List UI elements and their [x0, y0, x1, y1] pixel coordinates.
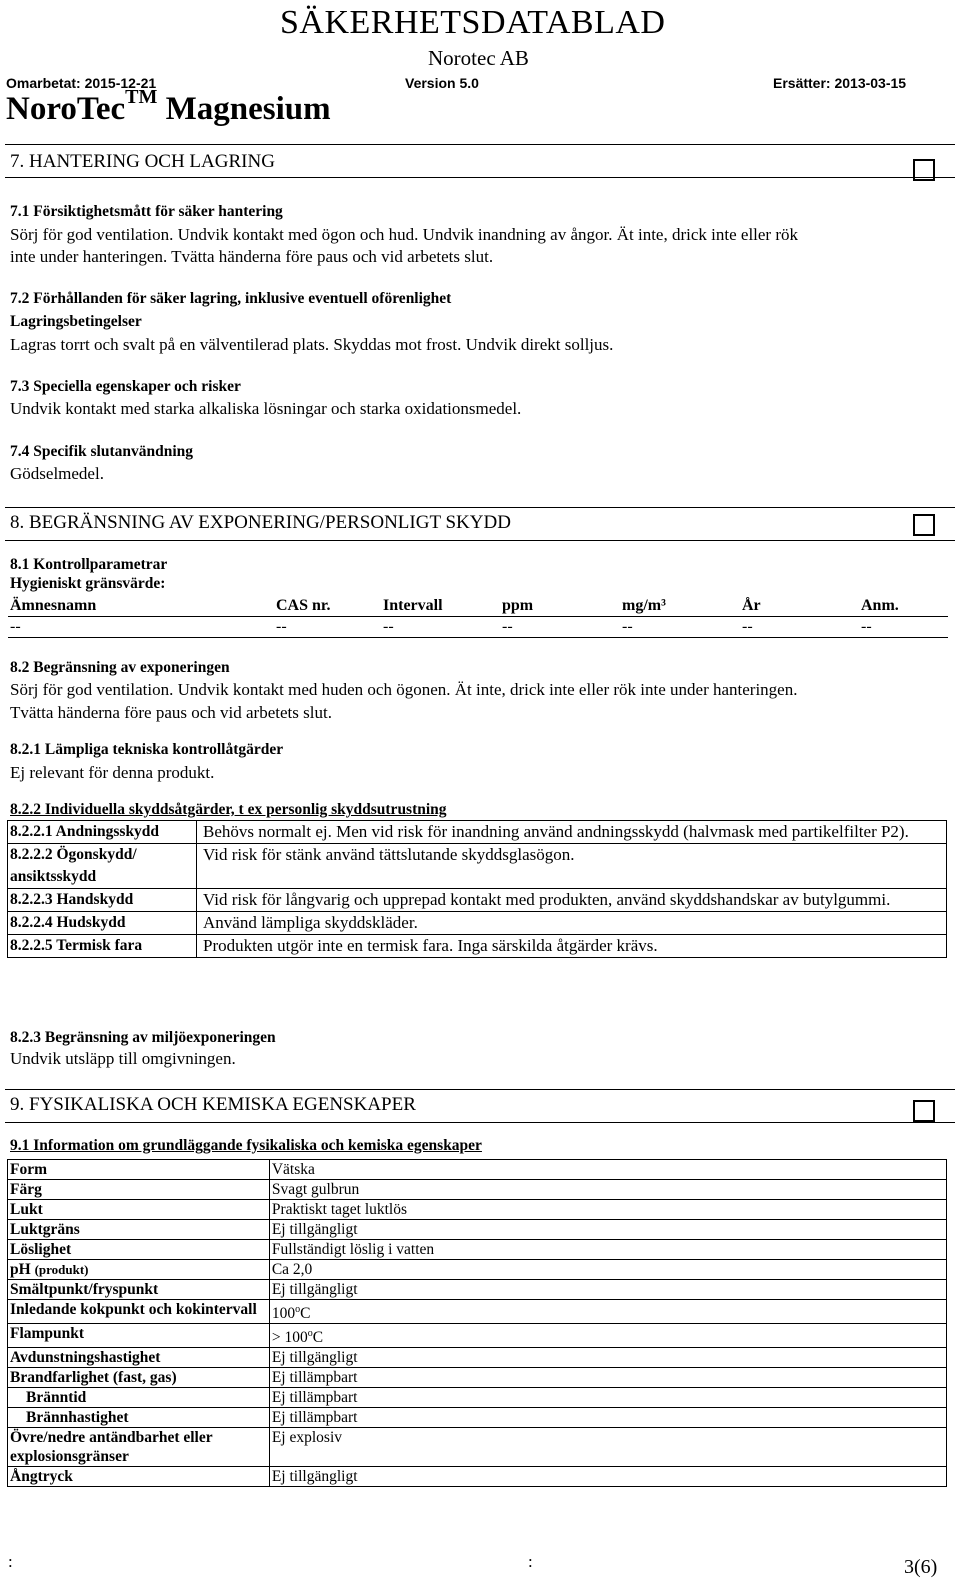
- properties-table: [7, 1159, 947, 1487]
- property-value: Ej tillgängligt: [269, 1220, 946, 1240]
- property-name: Brännhastighet: [8, 1408, 270, 1428]
- version: Version 5.0: [405, 75, 479, 91]
- ppe-table: [7, 820, 947, 958]
- ppe-label: 8.2.2.3 Handskydd: [8, 889, 197, 912]
- section-9-title: 9. FYSIKALISKA OCH KEMISKA EGENSKAPER: [10, 1094, 416, 1115]
- property-name: Färg: [8, 1180, 270, 1200]
- table-row: [8, 912, 947, 935]
- property-value: Ej explosiv: [269, 1428, 946, 1467]
- table-row: [8, 1467, 947, 1487]
- s91-title: 9.1 Information om grundläggande fysikaliska och kemiska egenskaper: [10, 1137, 482, 1154]
- table-row: [8, 844, 947, 889]
- property-name: Flampunkt: [8, 1324, 270, 1348]
- table-cell: --: [740, 617, 859, 638]
- property-value: Vätska: [269, 1160, 946, 1180]
- ppe-text: Vid risk för långvarig och upprepad kontakt med produkten, använd skyddshandskar av butylgummi.: [197, 889, 947, 912]
- s73-text: Undvik kontakt med starka alkaliska lösningar och starka oxidationsmedel.: [10, 399, 522, 418]
- table-header-cell: mg/m³: [620, 596, 740, 617]
- property-value: Fullständigt löslig i vatten: [269, 1240, 946, 1260]
- s74-title: 7.4 Specifik slutanvändning: [10, 443, 194, 460]
- table-row: [8, 1388, 947, 1408]
- table-cell: --: [859, 617, 948, 638]
- section-8-title: 8. BEGRÄNSNING AV EXPONERING/PERSONLIGT SKYDD: [10, 512, 511, 533]
- ppe-label: 8.2.2.2 Ögonskydd/ ansiktsskydd: [8, 844, 197, 889]
- section-9-checkbox[interactable]: [913, 1100, 935, 1122]
- product-name: NoroTec™ Magnesium: [6, 86, 331, 127]
- table-row: [8, 1324, 947, 1348]
- s821-text: Ej relevant för denna produkt.: [10, 763, 215, 782]
- table-header-cell: ppm: [500, 596, 620, 617]
- ppe-text: Vid risk för stänk använd tättslutande skyddsglasögon.: [197, 844, 947, 889]
- s81-subtitle: Hygieniskt gränsvärde:: [10, 575, 166, 592]
- table-row: [8, 1280, 947, 1300]
- table-row: [8, 1368, 947, 1388]
- table-cell: --: [500, 617, 620, 638]
- s823-text: Undvik utsläpp till omgivningen.: [10, 1049, 236, 1068]
- table-row: [8, 1200, 947, 1220]
- s82-text-2: Tvätta händerna före paus och vid arbetets slut.: [10, 703, 332, 722]
- property-name: Brandfarlighet (fast, gas): [8, 1368, 270, 1388]
- section-7-checkbox[interactable]: [913, 159, 935, 181]
- table-row: [8, 1260, 947, 1280]
- s821-title: 8.2.1 Lämpliga tekniska kontrollåtgärder: [10, 741, 284, 758]
- property-name: Ångtryck: [8, 1467, 270, 1487]
- ppe-text: Använd lämpliga skyddskläder.: [197, 912, 947, 935]
- s72-text: Lagras torrt och svalt på en välventilerad plats. Skyddas mot frost. Undvik direkt solljus.: [10, 335, 614, 354]
- s74-text: Gödselmedel.: [10, 464, 104, 483]
- s71-text-1: Sörj för god ventilation. Undvik kontakt med ögon och hud. Undvik inandning av ångor. Ät inte, drick inte eller rök: [10, 225, 799, 244]
- property-value: Ej tillämpbart: [269, 1388, 946, 1408]
- property-value: Ej tillgängligt: [269, 1467, 946, 1487]
- property-name: Form: [8, 1160, 270, 1180]
- ppe-text: Behövs normalt ej. Men vid risk för inandning använd andningsskydd (halvmask med partikelfilter P2).: [197, 821, 947, 844]
- edited-date: Omarbetat: 2015-12-21: [6, 75, 157, 91]
- table-cell: --: [8, 617, 274, 638]
- table-header-row: [8, 596, 948, 617]
- s82-text-1: Sörj för god ventilation. Undvik kontakt med huden och ögonen. Ät inte, drick inte eller rök inte under hanteringen.: [10, 680, 798, 699]
- property-name: Övre/nedre antändbarhet eller explosionsgränser: [8, 1428, 270, 1467]
- table-row: [8, 1428, 947, 1467]
- property-name: Inledande kokpunkt och kokintervall: [8, 1300, 270, 1324]
- footer-colon-left: :: [8, 1552, 13, 1571]
- replaces-date: Ersätter: 2013-03-15: [773, 75, 907, 91]
- property-value: Ej tillämpbart: [269, 1408, 946, 1428]
- table-header-cell: År: [740, 596, 859, 617]
- property-name: Luktgräns: [8, 1220, 270, 1240]
- table-cell: --: [381, 617, 500, 638]
- property-value: Ej tillgängligt: [269, 1348, 946, 1368]
- s71-text-2: inte under hanteringen. Tvätta händerna före paus och vid arbetets slut.: [10, 247, 494, 266]
- table-row: [8, 935, 947, 958]
- company-name: Norotec AB: [428, 46, 529, 70]
- table-row: [8, 1408, 947, 1428]
- property-value: 100$^o$C: [269, 1300, 946, 1324]
- table-cell: --: [274, 617, 381, 638]
- table-row: [8, 1180, 947, 1200]
- property-value: Ej tillämpbart: [269, 1368, 946, 1388]
- s823-title: 8.2.3 Begränsning av miljöexponeringen: [10, 1029, 276, 1046]
- s72-title: 7.2 Förhållanden för säker lagring, inklusive eventuell oförenlighet: [10, 290, 452, 307]
- table-row: [8, 1240, 947, 1260]
- s82-title: 8.2 Begränsning av exponeringen: [10, 659, 230, 676]
- ppe-label: 8.2.2.1 Andningsskydd: [8, 821, 197, 844]
- table-header-cell: CAS nr.: [274, 596, 381, 617]
- property-value: Praktiskt taget luktlös: [269, 1200, 946, 1220]
- property-name: Bränntid: [8, 1388, 270, 1408]
- property-name: Lukt: [8, 1200, 270, 1220]
- s72-subtitle: Lagringsbetingelser: [10, 313, 142, 330]
- property-qualifier: (produkt): [34, 1262, 89, 1277]
- property-value: Svagt gulbrun: [269, 1180, 946, 1200]
- property-value: Ca 2,0: [269, 1260, 946, 1280]
- table-header-cell: Anm.: [859, 596, 948, 617]
- property-name: Avdunstningshastighet: [8, 1348, 270, 1368]
- footer-colon-mid: :: [528, 1552, 533, 1571]
- table-header-cell: Intervall: [381, 596, 500, 617]
- table-row: [8, 1348, 947, 1368]
- s822-title: 8.2.2 Individuella skyddsåtgärder, t ex personlig skyddsutrustning: [10, 801, 447, 818]
- section-7-title: 7. HANTERING OCH LAGRING: [10, 151, 275, 172]
- property-name: Löslighet: [8, 1240, 270, 1260]
- hygienic-limit-table: [8, 596, 948, 638]
- table-row: [8, 617, 948, 638]
- table-row: [8, 889, 947, 912]
- table-row: [8, 1160, 947, 1180]
- ppe-label: 8.2.2.4 Hudskydd: [8, 912, 197, 935]
- document-title: SÄKERHETSDATABLAD: [280, 4, 666, 41]
- property-value: > $100^oC$: [269, 1324, 946, 1348]
- section-8-checkbox[interactable]: [913, 514, 935, 536]
- ppe-label: 8.2.2.5 Termisk fara: [8, 935, 197, 958]
- property-name: Smältpunkt/fryspunkt: [8, 1280, 270, 1300]
- table-row: [8, 1300, 947, 1324]
- s81-title: 8.1 Kontrollparametrar: [10, 556, 168, 573]
- s73-title: 7.3 Speciella egenskaper och risker: [10, 378, 241, 395]
- table-row: [8, 821, 947, 844]
- page-number: 3(6): [904, 1556, 938, 1578]
- trademark-mark: TM: [125, 86, 158, 108]
- ppe-text: Produkten utgör inte en termisk fara. Inga särskilda åtgärder krävs.: [197, 935, 947, 958]
- table-cell: --: [620, 617, 740, 638]
- table-header-cell: Ämnesnamn: [8, 596, 274, 617]
- s71-title: 7.1 Försiktighetsmått för säker hantering: [10, 203, 283, 220]
- table-row: [8, 1220, 947, 1240]
- property-name: pH (produkt): [8, 1260, 270, 1280]
- property-value: Ej tillgängligt: [269, 1280, 946, 1300]
